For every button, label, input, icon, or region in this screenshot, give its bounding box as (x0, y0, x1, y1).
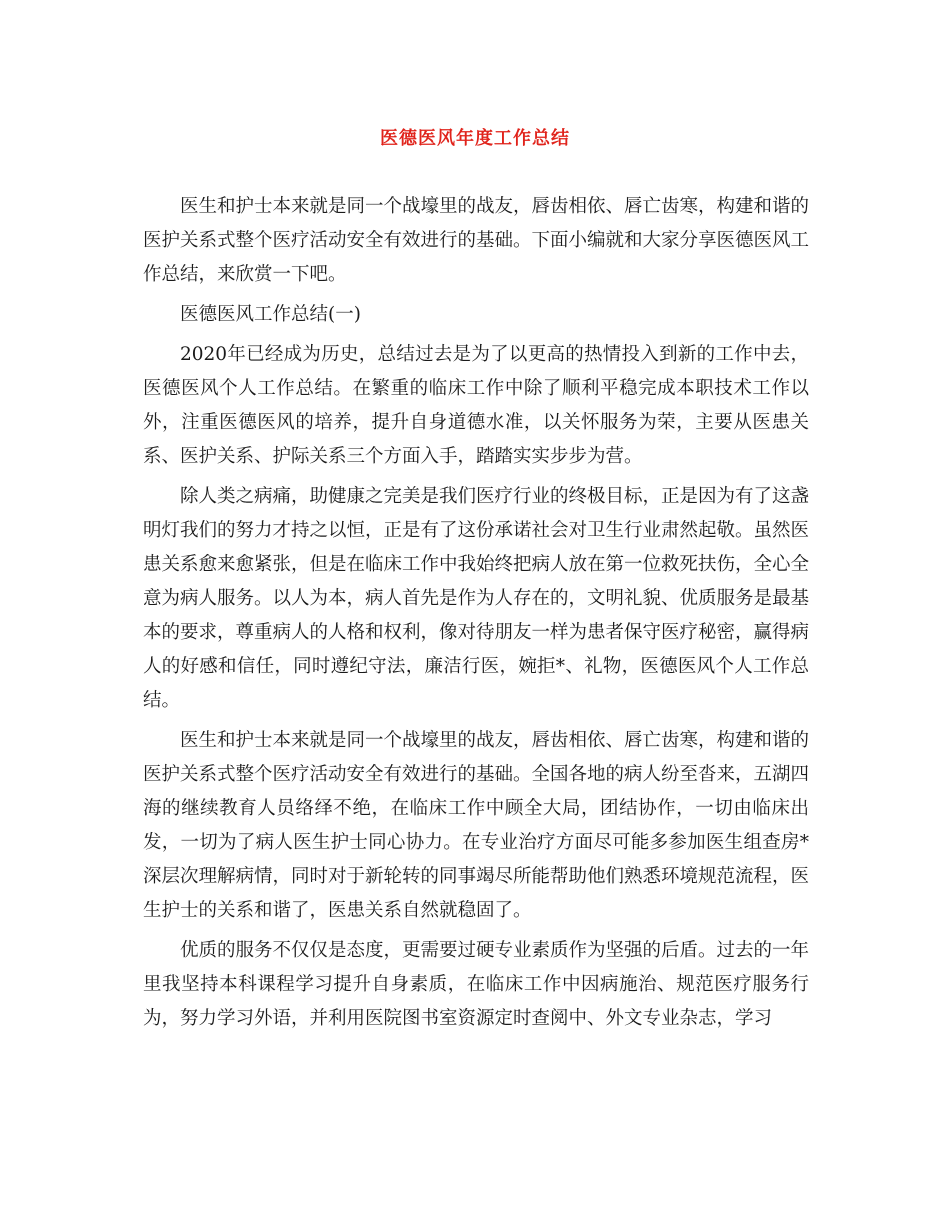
document-title: 医德医风年度工作总结 (380, 128, 570, 149)
intro-paragraph: 医生和护士本来就是同一个战壕里的战友，唇齿相依、唇亡齿寒，构建和谐的医护关系式整个医疗活动安全有效进行的基础。下面小编就和大家分享医德医风工作总结，来欣赏一下吧。 (143, 196, 810, 285)
document-body (143, 190, 809, 1042)
body-paragraph: 除人类之病痛，助健康之完美是我们医疗行业的终极目标，正是因为有了这盏明灯我们的努力才持之以恒，正是有了这份承诺社会对卫生行业肃然起敬。虽然医患关系愈来愈紧张，但是在临床工作中我始终把病人放在第一位救死扶伤，全心全意为病人服务。以人为本，病人首先是作为人存在的，文明礼貌、优质服务是最基本的要求，尊重病人的人格和权利，像对待朋友一样为患者保守医疗秘密，赢得病人的好感和信任，同时遵纪守法，廉洁行医，婉拒*、礼物，医德医风个人工作总结。 (143, 486, 810, 711)
section-heading: 医德医风工作总结(一) (180, 304, 361, 325)
body-paragraph: 医生和护士本来就是同一个战壕里的战友，唇齿相依、唇亡齿寒，构建和谐的医护关系式整个医疗活动安全有效进行的基础。全国各地的病人纷至沓来，五湖四海的继续教育人员络绎不绝，在临床工作中顾全大局，团结协作，一切由临床出发，一切为了病人医生护士同心协力。在专业治疗方面尽可能多参加医生组查房*深层次理解病情，同时对于新轮转的同事竭尽所能帮助他们熟悉环境规范流程，医生护士的关系和谐了，医患关系自然就稳固了。 (143, 730, 810, 921)
body-paragraph: 2020年已经成为历史，总结过去是为了以更高的热情投入到新的工作中去，医德医风个人工作总结。在繁重的临床工作中除了顺利平稳完成本职技术工作以外，注重医德医风的培养，提升自身道德水准，以关怀服务为荣，主要从医患关系、医护关系、护际关系三个方面入手，踏踏实实步步为营。 (143, 344, 809, 467)
body-paragraph: 优质的服务不仅仅是态度，更需要过硬专业素质作为坚强的后盾。过去的一年里我坚持本科课程学习提升自身素质，在临床工作中因病施治、规范医疗服务行为，努力学习外语，并利用医院图书室资源定时查阅中、外文专业杂志，学习 (143, 940, 810, 1029)
